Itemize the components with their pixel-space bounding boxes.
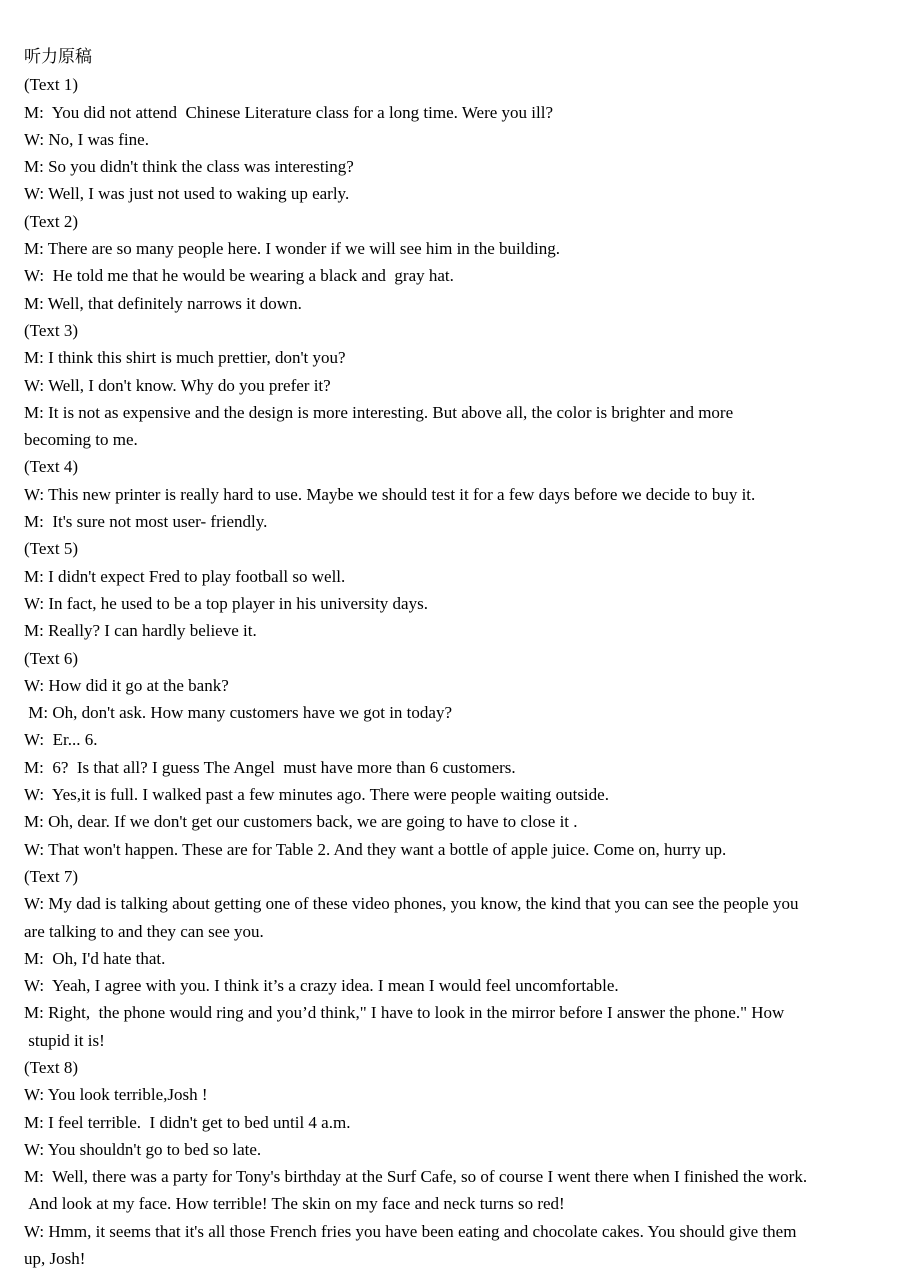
transcript-line: (Text 5)	[24, 539, 79, 559]
transcript-line: M: Oh, dear. If we don't get our customers back, we are going to have to close it .	[24, 812, 578, 832]
transcript-line: M: 6? Is that all? I guess The Angel must have more than 6 customers.	[24, 757, 516, 777]
transcript-line: (Text 2)	[24, 211, 79, 231]
transcript-line: W: That won't happen. These are for Table 2. And they want a bottle of apple juice. Come on, hurry up.	[24, 839, 727, 859]
transcript-line: M: It is not as expensive and the design is more interesting. But above all, the color is brighter and more	[24, 402, 734, 422]
transcript-line: W: Hmm, it seems that it's all those French fries you have been eating and chocolate cakes. You should give them	[24, 1221, 797, 1241]
transcript-line: becoming to me.	[24, 430, 138, 450]
transcript-line: (Text 4)	[24, 457, 79, 477]
transcript-line: are talking to and they can see you.	[24, 921, 264, 941]
transcript-line: M: I think this shirt is much prettier, don't you?	[24, 348, 346, 368]
transcript-line: M: I didn't expect Fred to play football so well.	[24, 566, 346, 586]
transcript-line: W: No, I was fine.	[24, 129, 149, 149]
transcript-line: M: It's sure not most user- friendly.	[24, 512, 268, 532]
transcript-line: M: Oh, I'd hate that.	[24, 948, 166, 968]
transcript-body	[24, 71, 876, 1272]
transcript-line: M: I feel terrible. I didn't get to bed until 4 a.m.	[24, 1112, 351, 1132]
transcript-line: M: Really? I can hardly believe it.	[24, 621, 257, 641]
transcript-line: M: Well, that definitely narrows it down.	[24, 293, 302, 313]
transcript-line: W: You shouldn't go to bed so late.	[24, 1139, 262, 1159]
transcript-line: W: In fact, he used to be a top player in his university days.	[24, 593, 428, 613]
transcript-line: W: Yes,it is full. I walked past a few minutes ago. There were people waiting outside.	[24, 785, 609, 805]
transcript-line: M: Oh, don't ask. How many customers have we got in today?	[24, 703, 452, 723]
transcript-line: W: Yeah, I agree with you. I think it’s a crazy idea. I mean I would feel uncomfortable.	[24, 976, 619, 996]
transcript-line: W: How did it go at the bank?	[24, 675, 229, 695]
transcript-line: (Text 6)	[24, 648, 79, 668]
transcript-line: up, Josh!	[24, 1249, 86, 1269]
transcript-line: W: Er... 6.	[24, 730, 98, 750]
transcript-line: (Text 7)	[24, 866, 79, 886]
transcript-line: stupid it is!	[24, 1030, 105, 1050]
transcript-line: M: You did not attend Chinese Literature class for a long time. Were you ill?	[24, 102, 553, 122]
transcript-line: (Text 1)	[24, 75, 79, 95]
transcript-line: W: You look terrible,Josh !	[24, 1085, 208, 1105]
document-title: 听力原稿	[24, 47, 92, 67]
transcript-line: M: There are so many people here. I wonder if we will see him in the building.	[24, 239, 560, 259]
transcript-line: W: Well, I was just not used to waking up early.	[24, 184, 350, 204]
transcript-line: M: Right, the phone would ring and you’d think," I have to look in the mirror before I answer the phone." How	[24, 1003, 785, 1023]
transcript-line: M: Well, there was a party for Tony's birthday at the Surf Cafe, so of course I went there when I finished the work.	[24, 1167, 808, 1187]
transcript-line: (Text 8)	[24, 1057, 79, 1077]
transcript-line: W: Well, I don't know. Why do you prefer it?	[24, 375, 331, 395]
transcript-line: (Text 3)	[24, 320, 79, 340]
transcript-line: M: So you didn't think the class was interesting?	[24, 157, 354, 177]
transcript-line: W: My dad is talking about getting one of these video phones, you know, the kind that you can see the people you	[24, 894, 799, 914]
transcript-line: W: He told me that he would be wearing a black and gray hat.	[24, 266, 454, 286]
transcript-line: And look at my face. How terrible! The skin on my face and neck turns so red!	[24, 1194, 565, 1214]
transcript-line: W: This new printer is really hard to use. Maybe we should test it for a few days before we decide to buy it.	[24, 484, 756, 504]
